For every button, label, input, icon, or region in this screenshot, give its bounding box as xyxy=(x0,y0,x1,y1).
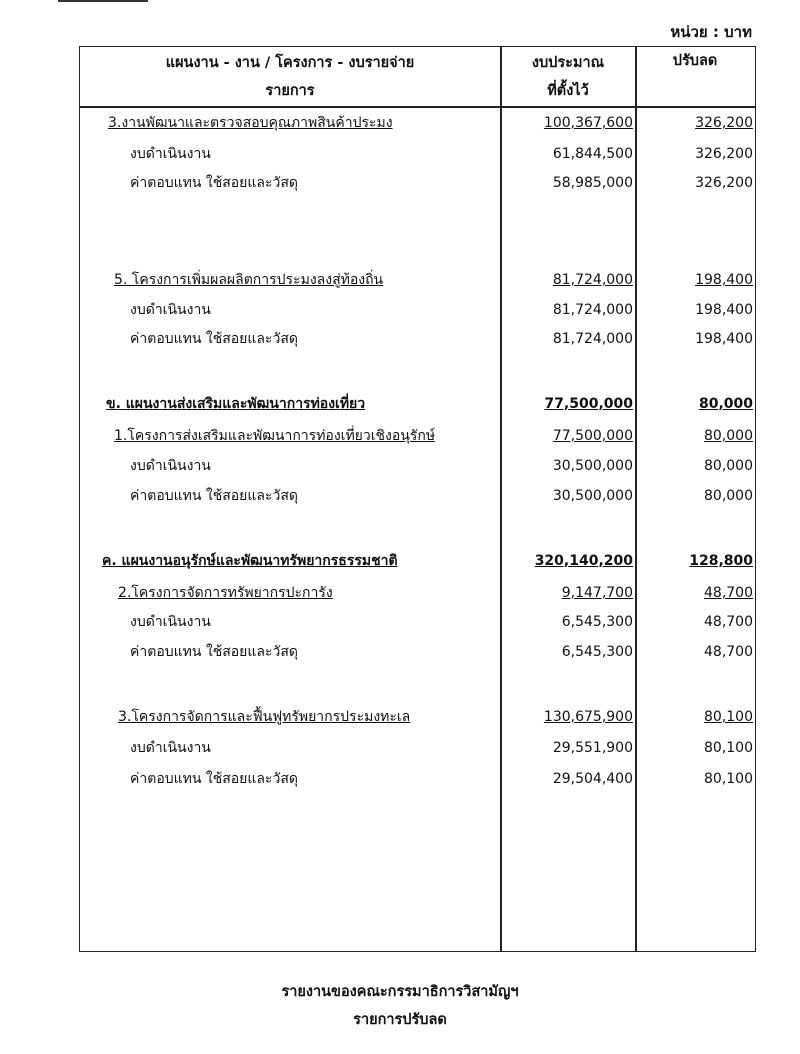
row-cut: 48,700 xyxy=(704,614,753,630)
row-budget: 6,545,300 xyxy=(561,614,633,630)
row-label: 2.โครงการจัดการทรัพยากรปะการัง xyxy=(118,585,333,601)
row-cut: 326,200 xyxy=(695,175,753,191)
header-col1-line2: รายการ xyxy=(265,83,315,99)
row-budget: 9,147,700 xyxy=(561,585,633,601)
table-row xyxy=(80,767,755,791)
row-label: ค่าตอบแทน ใช้สอยและวัสดุ xyxy=(130,488,298,504)
row-budget: 81,724,000 xyxy=(552,272,633,288)
footer-subtitle: รายการปรับลด xyxy=(353,1012,447,1028)
header-col1 xyxy=(80,49,500,105)
row-cut: 198,400 xyxy=(695,272,753,288)
table-row xyxy=(80,298,755,322)
row-label: ข. แผนงานส่งเสริมและพัฒนาการท่องเที่ยว xyxy=(106,396,366,412)
row-cut: 48,700 xyxy=(704,585,753,601)
row-budget: 29,504,400 xyxy=(552,771,633,787)
row-label: ค่าตอบแทน ใช้สอยและวัสดุ xyxy=(130,331,298,347)
row-budget: 6,545,300 xyxy=(561,644,633,660)
table-row xyxy=(80,142,755,166)
row-cut: 198,400 xyxy=(695,302,753,318)
row-cut: 80,000 xyxy=(698,396,753,412)
table-row xyxy=(80,327,755,351)
row-label: งบดำเนินงาน xyxy=(130,458,211,474)
row-budget: 77,500,000 xyxy=(552,428,633,444)
row-cut: 198,400 xyxy=(695,331,753,347)
header-col3: ปรับลด xyxy=(672,53,718,69)
header-col2-line2: ที่ตั้งไว้ xyxy=(547,83,589,99)
table-row xyxy=(80,581,755,605)
row-budget: 58,985,000 xyxy=(552,175,633,191)
footer-title: รายงานของคณะกรรมาธิการวิสามัญฯ xyxy=(281,984,519,1000)
row-budget: 100,367,600 xyxy=(543,115,633,131)
row-label: งบดำเนินงาน xyxy=(130,740,211,756)
row-label: งบดำเนินงาน xyxy=(130,146,211,162)
unit-label: หน่วย : บาท xyxy=(670,23,752,41)
row-cut: 80,000 xyxy=(704,458,753,474)
row-budget: 77,500,000 xyxy=(544,396,633,412)
row-cut: 326,200 xyxy=(695,115,753,131)
table-row xyxy=(80,392,755,416)
table-row xyxy=(80,484,755,508)
header-col2 xyxy=(501,49,635,105)
row-budget: 30,500,000 xyxy=(552,458,633,474)
row-label: ค่าตอบแทน ใช้สอยและวัสดุ xyxy=(130,771,298,787)
row-cut: 48,700 xyxy=(704,644,753,660)
table-row xyxy=(80,268,755,292)
top-rule xyxy=(58,0,148,2)
row-cut: 80,100 xyxy=(704,709,753,725)
row-cut: 80,100 xyxy=(704,740,753,756)
header-divider xyxy=(80,106,755,108)
row-budget: 81,724,000 xyxy=(552,331,633,347)
table-row xyxy=(80,610,755,634)
row-label: ค่าตอบแทน ใช้สอยและวัสดุ xyxy=(130,644,298,660)
table-row xyxy=(80,111,755,135)
row-cut: 128,800 xyxy=(689,553,753,569)
row-budget: 30,500,000 xyxy=(552,488,633,504)
row-budget: 29,551,900 xyxy=(552,740,633,756)
table-row xyxy=(80,171,755,195)
row-label: 5. โครงการเพิ่มผลผลิตการประมงลงสู่ท้องถิ่น xyxy=(114,272,384,288)
row-label: งบดำเนินงาน xyxy=(130,614,211,630)
row-cut: 80,000 xyxy=(704,488,753,504)
budget-table xyxy=(79,46,756,952)
row-budget: 320,140,200 xyxy=(534,553,633,569)
row-label: 3.งานพัฒนาและตรวจสอบคุณภาพสินค้าประมง xyxy=(108,115,393,131)
header-col2-line1: งบประมาณ xyxy=(531,55,605,71)
table-row xyxy=(80,454,755,478)
table-row xyxy=(80,640,755,664)
row-budget: 130,675,900 xyxy=(543,709,633,725)
row-cut: 326,200 xyxy=(695,146,753,162)
row-cut: 80,100 xyxy=(704,771,753,787)
row-label: 1.โครงการส่งเสริมและพัฒนาการท่องเที่ยวเชิงอนุรักษ์ xyxy=(114,428,436,444)
table-row xyxy=(80,424,755,448)
table-row xyxy=(80,736,755,760)
row-label: ค่าตอบแทน ใช้สอยและวัสดุ xyxy=(130,175,298,191)
row-budget: 61,844,500 xyxy=(552,146,633,162)
row-label: 3.โครงการจัดการและฟื้นฟูทรัพยากรประมงทะเล xyxy=(118,709,411,725)
row-cut: 80,000 xyxy=(704,428,753,444)
row-budget: 81,724,000 xyxy=(552,302,633,318)
table-row xyxy=(80,705,755,729)
header-col1-line1: แผนงาน - งาน / โครงการ - งบรายจ่าย xyxy=(165,55,415,71)
row-label: ค. แผนงานอนุรักษ์และพัฒนาทรัพยากรธรรมชาติ xyxy=(102,553,398,569)
row-label: งบดำเนินงาน xyxy=(130,302,211,318)
table-row xyxy=(80,549,755,573)
